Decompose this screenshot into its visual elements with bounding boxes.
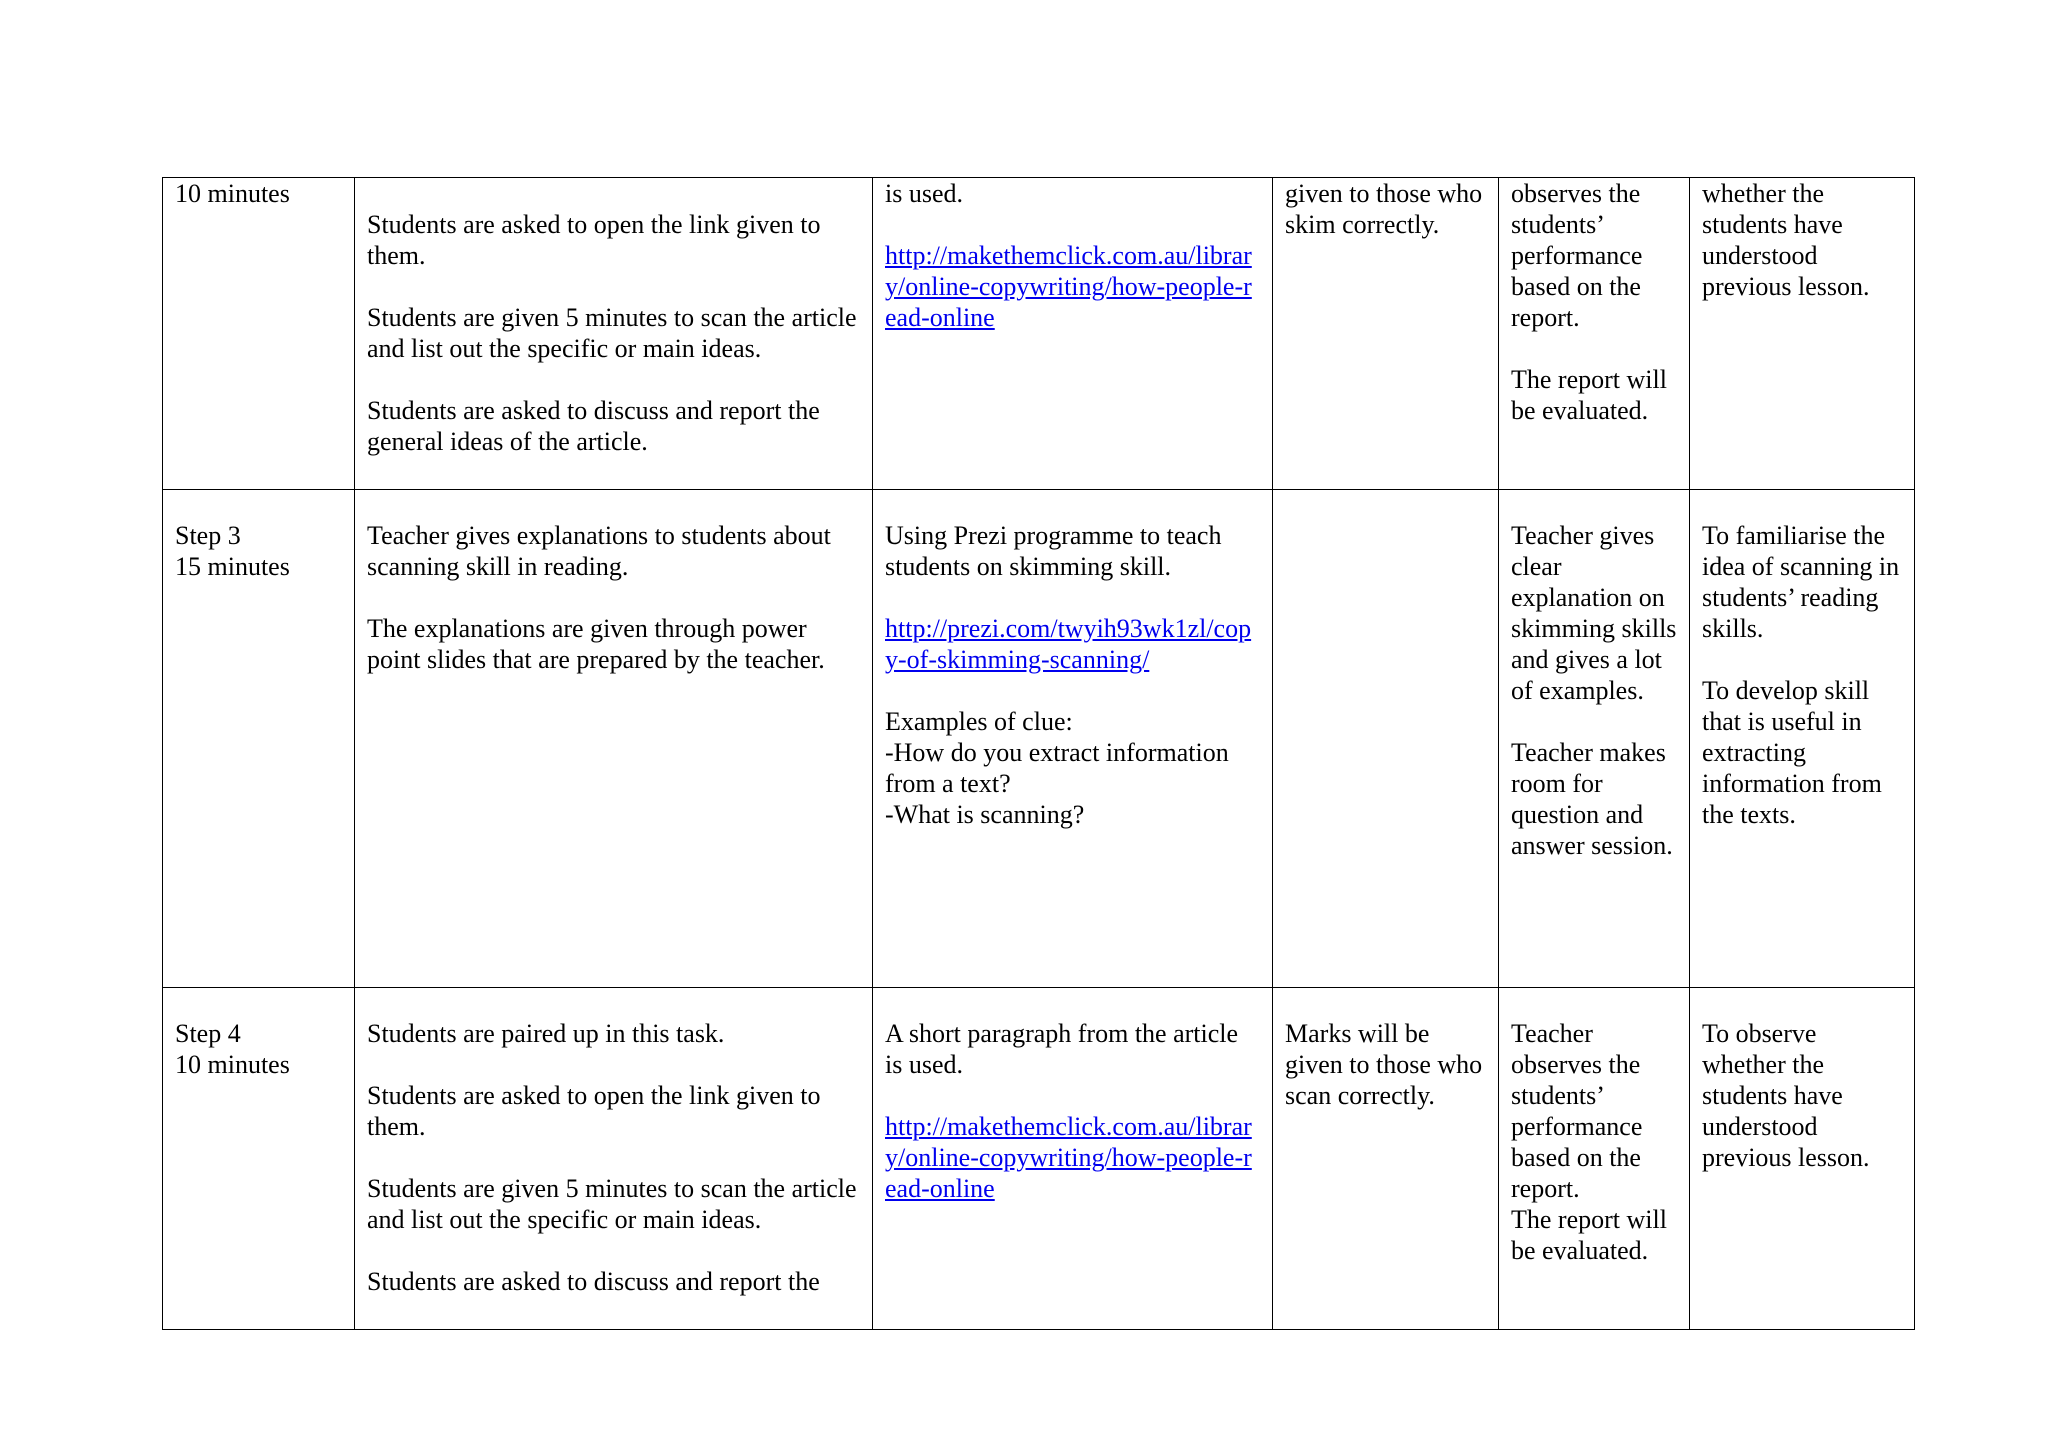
teacher-role-text: Teacher makes room for question and answer session. (1511, 738, 1673, 860)
materials-text: A short paragraph from the article is used. (885, 1019, 1239, 1079)
materials-cell (873, 178, 1273, 490)
activity-text: Students are asked to open the link given to them. (367, 1081, 821, 1141)
resource-link[interactable]: http://makethemclick.com.au/library/online-copywriting/how-people-read-online (885, 241, 1252, 332)
activities-cell (355, 490, 873, 988)
materials-text: Using Prezi programme to teach students on skimming skill. (885, 521, 1222, 581)
materials-text: is used. (885, 179, 963, 208)
activity-text: Students are paired up in this task. (367, 1019, 725, 1048)
clue-item: -How do you extract information from a text? (885, 738, 1229, 798)
table-row (163, 988, 1915, 1330)
objective-cell (1690, 490, 1915, 988)
clue-item: -What is scanning? (885, 800, 1085, 829)
activities-cell (355, 178, 873, 490)
objective-text: To develop skill that is useful in extracting information from the texts. (1702, 676, 1882, 829)
teacher-role-cell (1499, 178, 1690, 490)
marks-text: given to those who skim correctly. (1285, 179, 1483, 239)
objective-text: To observe whether the students have understood previous lesson. (1702, 1019, 1870, 1172)
step-duration: 10 minutes (175, 179, 290, 208)
step-duration: 15 minutes (175, 552, 290, 581)
teacher-role-text: The report will be evaluated. (1511, 365, 1667, 425)
lesson-plan-table (162, 177, 1915, 1330)
activity-text: Students are given 5 minutes to scan the article and list out the specific or main ideas. (367, 1174, 857, 1234)
marks-cell (1273, 490, 1499, 988)
step-duration: 10 minutes (175, 1050, 290, 1079)
activity-text: Teacher gives explanations to students about scanning skill in reading. (367, 521, 831, 581)
resource-link[interactable]: http://prezi.com/twyih93wk1zl/copy-of-skimming-scanning/ (885, 614, 1252, 674)
marks-cell (1273, 988, 1499, 1330)
step-label: Step 3 (175, 521, 241, 550)
marks-cell (1273, 178, 1499, 490)
step-cell (163, 490, 355, 988)
objective-text: whether the students have understood previous lesson. (1702, 179, 1870, 301)
objective-cell (1690, 988, 1915, 1330)
teacher-role-cell (1499, 490, 1690, 988)
resource-link[interactable]: http://makethemclick.com.au/library/online-copywriting/how-people-read-online (885, 1112, 1252, 1203)
activity-text: Students are asked to discuss and report the general ideas of the article. (367, 396, 820, 456)
table-row (163, 490, 1915, 988)
teacher-role-text: observes the students’ performance based on the report. (1511, 179, 1643, 332)
activity-text: Students are asked to open the link given to them. (367, 210, 821, 270)
clue-title: Examples of clue: (885, 707, 1073, 736)
activity-text: Students are asked to discuss and report the (367, 1267, 820, 1296)
step-cell (163, 988, 355, 1330)
activities-cell (355, 988, 873, 1330)
activity-text: The explanations are given through power point slides that are prepared by the teacher. (367, 614, 825, 674)
objective-text: To familiarise the idea of scanning in students’ reading skills. (1702, 521, 1900, 643)
objective-cell (1690, 178, 1915, 490)
teacher-role-cell (1499, 988, 1690, 1330)
teacher-role-text: Teacher gives clear explanation on skimming skills and gives a lot of examples. (1511, 521, 1677, 705)
teacher-role-text: The report will be evaluated. (1511, 1205, 1667, 1265)
materials-cell (873, 490, 1273, 988)
step-cell (163, 178, 355, 490)
table-row (163, 178, 1915, 490)
activity-text: Students are given 5 minutes to scan the article and list out the specific or main ideas. (367, 303, 857, 363)
teacher-role-text: Teacher observes the students’ performance based on the report. (1511, 1019, 1643, 1203)
marks-text: Marks will be given to those who scan correctly. (1285, 1019, 1483, 1110)
materials-cell (873, 988, 1273, 1330)
step-label: Step 4 (175, 1019, 241, 1048)
